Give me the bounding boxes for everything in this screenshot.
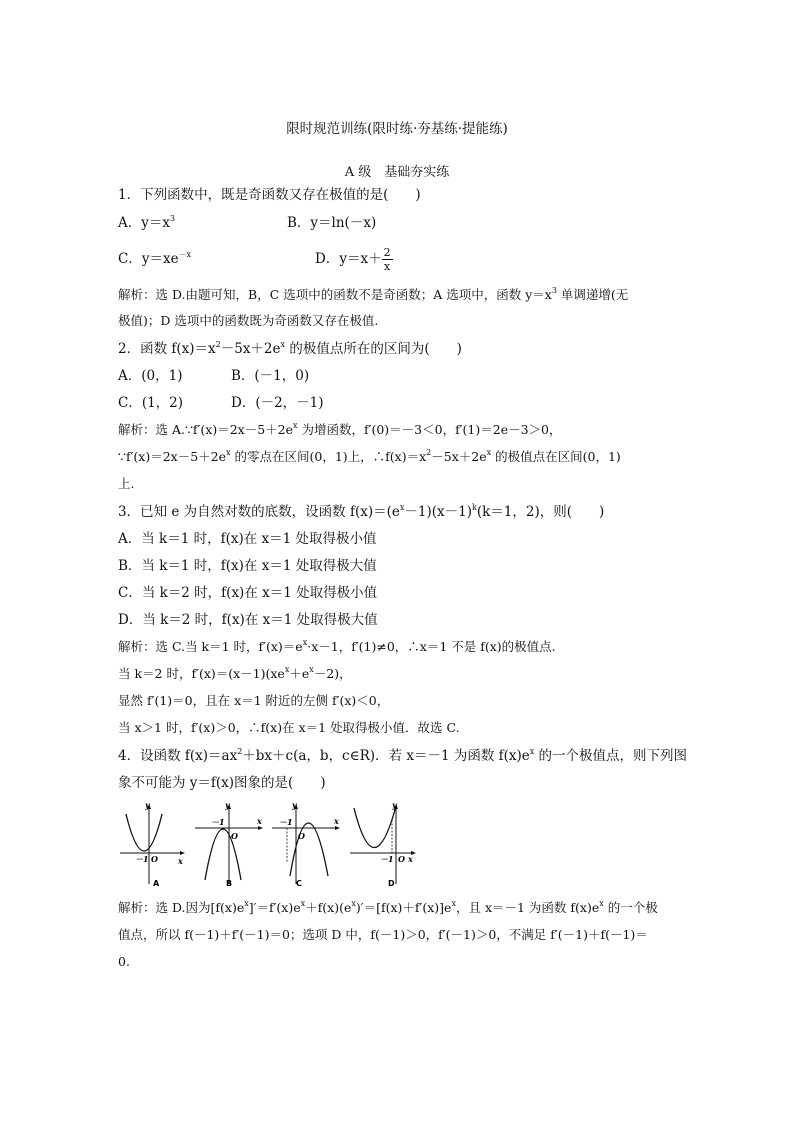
q4-solution-line3: 0. — [118, 954, 130, 969]
fraction: $\frac{2}{x}$ — [383, 246, 391, 273]
graph-label-a: A — [153, 879, 160, 888]
tick-label: －1 — [135, 854, 149, 864]
q2-option-d: D．(－2，－1) — [231, 395, 324, 411]
y-axis-label: y — [225, 800, 230, 810]
q2-solution-line1: 解析：选 $A.\because f'(x)=2x-5+2e^x$ 为增函数，f′(0)＝－3＜0，f′(1)＝2e－3＞0， — [118, 421, 562, 437]
q4-stem-line2: 象不可能为 y＝f(x)图象的是( ) — [118, 775, 326, 791]
q3-option-b: B．当 k＝1 时，f(x)在 x＝1 处取得极大值 — [118, 558, 377, 574]
q1-stem: 1．下列函数中，既是奇函数又存在极值的是( ) — [118, 187, 421, 203]
y-axis-label: y — [392, 800, 397, 810]
tick-label: －1 — [211, 817, 225, 827]
q1-option-a: A．$y=x^3$ — [118, 214, 176, 231]
q2-stem: 2．函数 $f(x)=x^2-5x+2e^x$ 的极值点所在的区间为( ) — [118, 340, 462, 357]
x-axis-label: x — [334, 816, 339, 826]
x-axis-label: x — [178, 856, 183, 866]
y-axis-label: y — [145, 800, 150, 810]
graph-label-c: C — [296, 879, 302, 888]
q1-option-d: D．y＝x＋ $\frac{2}{x}$ — [315, 246, 391, 273]
x-axis-label: x — [408, 854, 413, 864]
q3-option-a: A．当 k＝1 时，f(x)在 x＝1 处取得极小值 — [118, 531, 377, 547]
page-title: 限时规范训练(限时练·夯基练·提能练) — [286, 121, 508, 137]
tick-label: －1 — [380, 854, 394, 864]
q3-solution-line3: 显然 f′(1)＝0，且在 x＝1 附近的左侧 f′(x)＜0， — [118, 693, 390, 708]
section-subtitle: A 级 基础夯实练 — [344, 165, 450, 180]
q1-solution-line1: 解析：选 D.由题可知，B，C 选项中的函数不是奇函数；A 选项中，函数 $y=x^3$ 单调递增(无 — [118, 286, 629, 302]
q4-solution-line2: 值点，所以 f(－1)＋f′(－1)＝0；选项 D 中，f(－1)＞0，f′(－1)＞0，不满足 f′(－1)＋f(－1)＝ — [118, 927, 648, 942]
graph-b — [193, 798, 268, 890]
q3-option-c: C．当 k＝2 时，f(x)在 x＝1 处取得极小值 — [118, 585, 378, 601]
graph-label-d: D — [388, 879, 395, 888]
origin-label: O — [298, 831, 305, 841]
q3-option-d: D．当 k＝2 时，f(x)在 x＝1 处取得极大值 — [118, 612, 378, 628]
graph-a — [118, 798, 193, 890]
tick-label: －1 — [279, 817, 293, 827]
q3-solution-line2: 当 k＝2 时，$f'(x)=(x-1)(xe^x+e^x-2)$， — [118, 665, 352, 681]
q4-solution-line1: 解析：选 D.因为$[f(x)e^x]'=f'(x)e^x+f(x)(e^x)'=[f(x)+f'(x)]e^x$，且 x＝－1 为函数 $f(x)e^x$ 的一个极 — [118, 899, 658, 915]
x-axis-label: x — [257, 816, 262, 826]
q3-solution-line4: 当 x＞1 时，f′(x)＞0，∴f(x)在 x＝1 处取得极小值．故选 C. — [118, 720, 460, 735]
q2-option-a: A．(0，1) — [118, 368, 183, 384]
origin-label: O — [231, 831, 238, 841]
q3-stem: 3．已知 e 为自然对数的底数，设函数 $f(x)=(e^x-1)(x-1)^k(k=1$，2)，则( ) — [118, 503, 605, 520]
q2-solution-line2: $\because f'(x)=2x-5+2e^x$ 的零点在区间(0，1)上，$\therefore f(x)=x^2-5x+2e^x$ 的极值点在区间(0，1) — [118, 448, 621, 464]
q2-solution-line3: 上. — [118, 476, 135, 491]
q1-option-b: B．y＝ln(－x) — [287, 215, 377, 231]
q4-graph-options — [118, 798, 418, 893]
q1-option-c: C．$y=xe^{-x}$ — [118, 250, 192, 267]
graph-d — [348, 798, 423, 890]
q4-stem-line1: 4．设函数 $f(x)=ax^2+bx+c(a$，b，c∈R)．若 x＝－1 为函数 $f(x)e^x$ 的一个极值点，则下列图 — [118, 747, 688, 764]
q3-solution-line1: 解析：选 C.当 k＝1 时，$f'(x)=e^x\cdot x-1$，f′(1)≠0，∴x＝1 不是 f(x)的极值点. — [118, 638, 556, 654]
y-axis-label: y — [292, 800, 297, 810]
origin-label: O — [151, 854, 158, 864]
graph-label-b: B — [226, 879, 233, 888]
graph-c — [270, 798, 345, 890]
q1-solution-line2: 极值)；D 选项中的函数既为奇函数又存在极值. — [118, 313, 379, 328]
q2-option-b: B．(－1，0) — [231, 368, 310, 384]
origin-label: O — [398, 854, 405, 864]
q2-option-c: C．(1，2) — [118, 395, 184, 411]
